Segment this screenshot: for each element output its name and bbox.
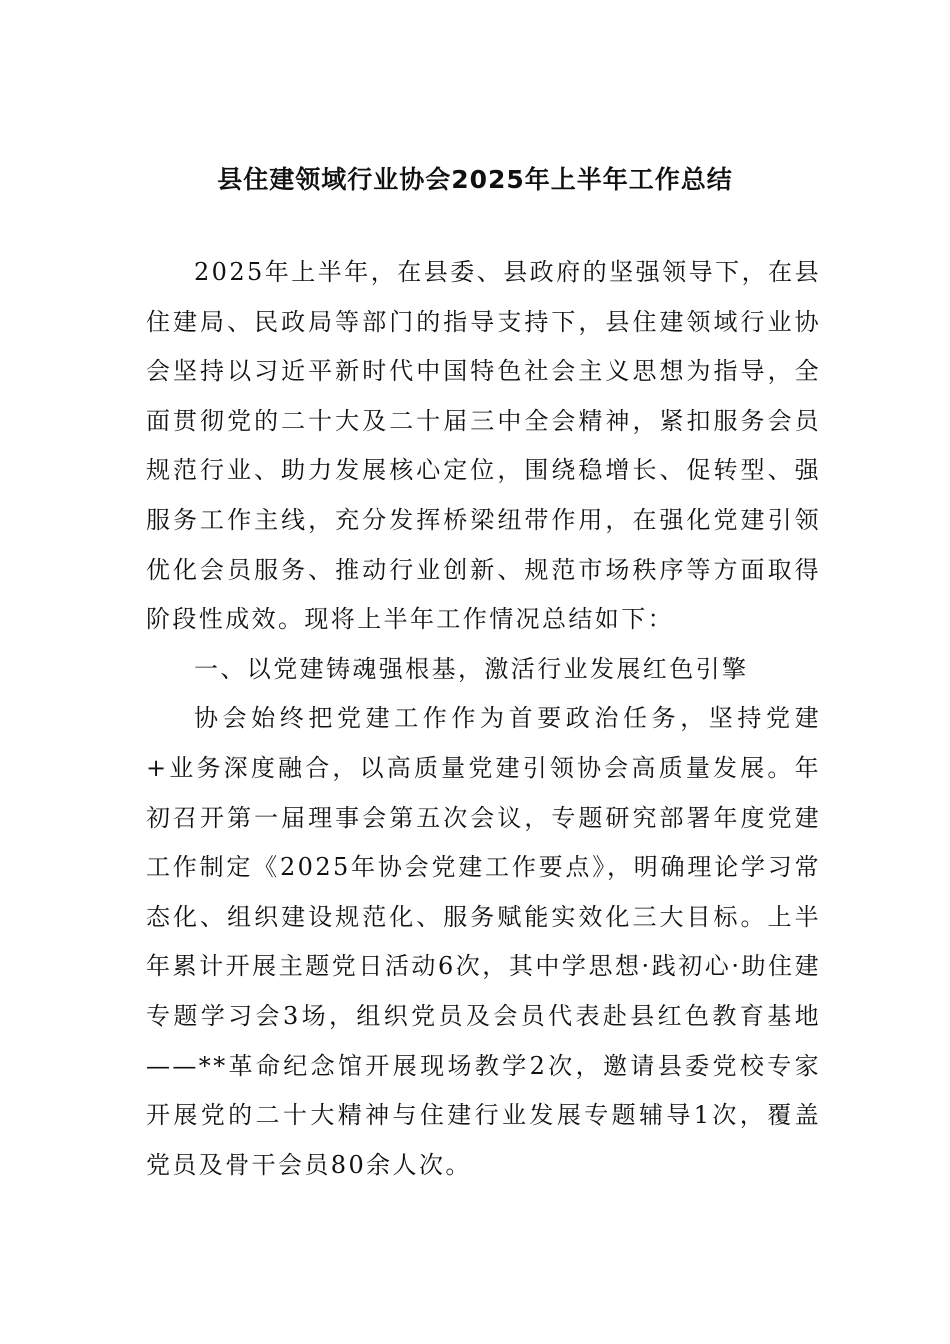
intro-paragraph: 2025年上半年，在县委、县政府的坚强领导下，在县住建局、民政局等部门的指导支持下，县住建领域行业协会坚持以习近平新时代中国特色社会主义思想为指导，全面贯彻党的二十大及二十届三中全会精神，紧扣服务会员规范行业、助力发展核心定位，围绕稳增长、促转型、强服务工作主线，充分发挥桥梁纽带作用，在强化党建引领优化会员服务、推动行业创新、规范市场秩序等方面取得阶段性成效。现将上半年工作情况总结如下： [146, 258, 821, 634]
document-title: 县住建领域行业协会2025年上半年工作总结 [217, 165, 733, 194]
section-1-paragraph: 协会始终把党建工作作为首要政治任务，坚持党建+业务深度融合，以高质量党建引领协会高质量发展。年初召开第一届理事会第五次会议，专题研究部署年度党建工作制定《2025年协会党建工作要点》，明确理论学习常态化、组织建设规范化、服务赋能实效化三大目标。上半年累计开展主题党日活动6次，其中学思想·践初心·助住建专题学习会3场，组织党员及会员代表赴县红色教育基地——**革命纪念馆开展现场教学2次，邀请县委党校专家开展党的二十大精神与住建行业发展专题辅导1次，覆盖党员及骨干会员80余人次。 [146, 704, 821, 1179]
document-body [146, 248, 821, 1190]
section-heading-1: 一、以党建铸魂强根基，激活行业发展红色引擎 [194, 654, 749, 683]
